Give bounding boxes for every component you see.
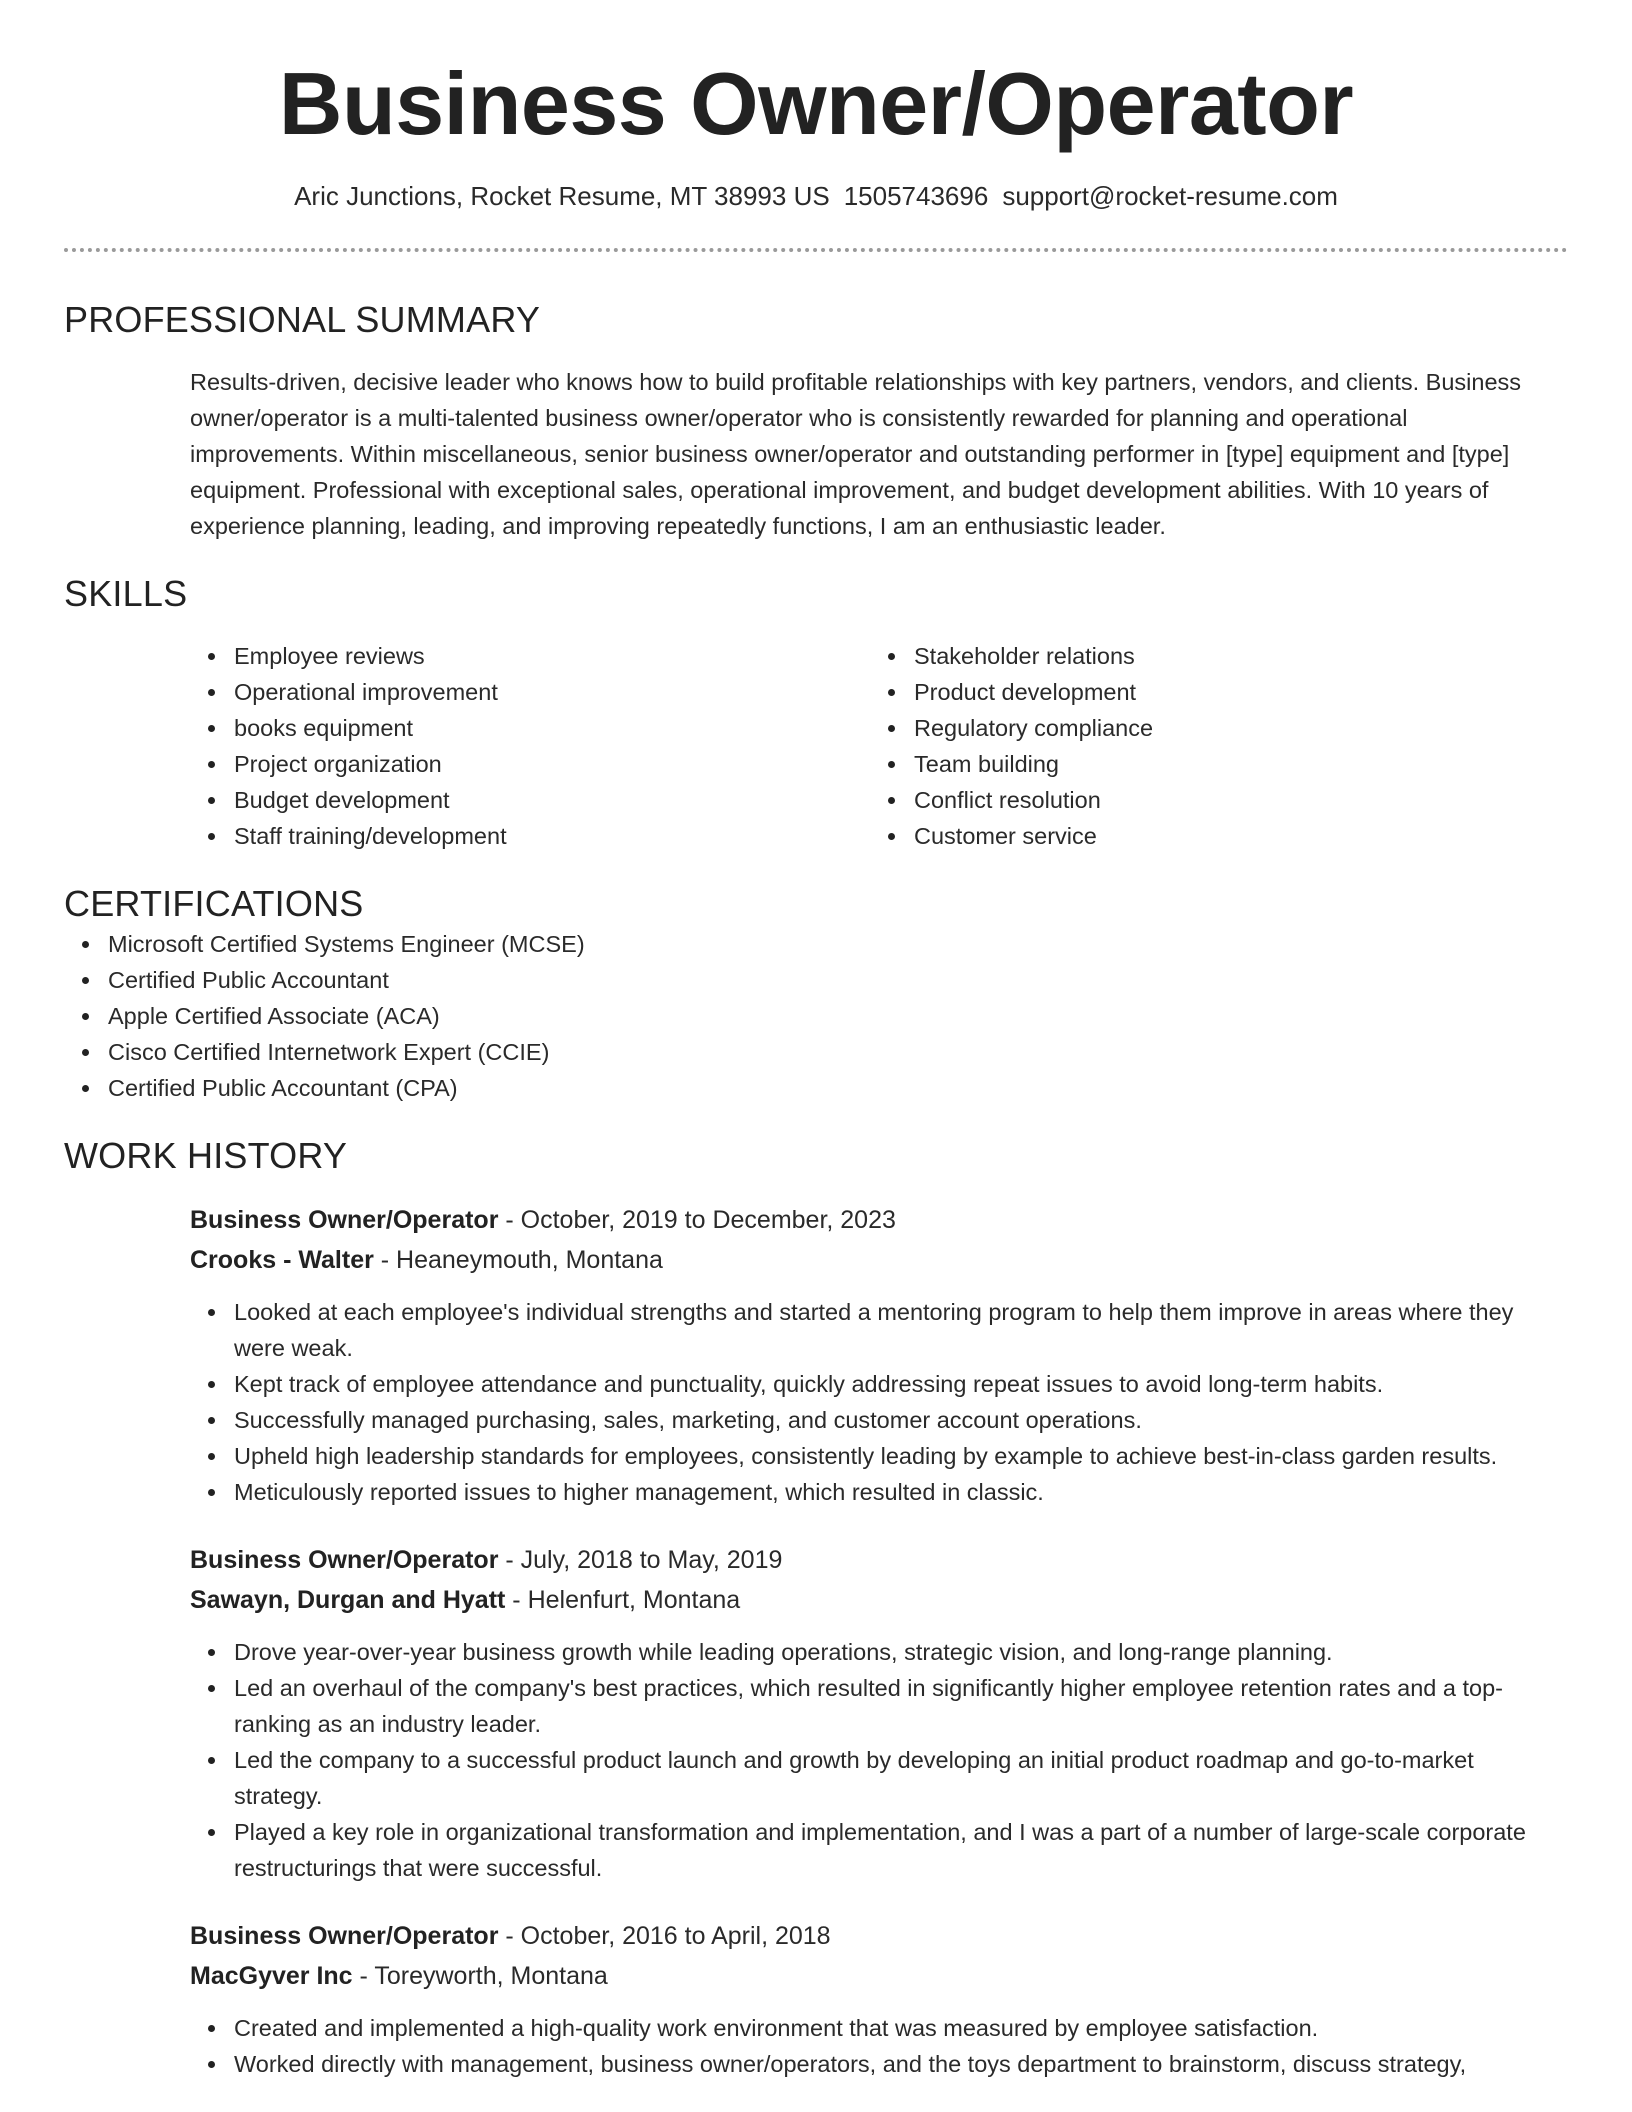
job-entry — [190, 1540, 1568, 1886]
skill-item: Team building — [870, 746, 1550, 782]
certification-item: Certified Public Accountant (CPA) — [64, 1070, 1568, 1106]
certification-item: Microsoft Certified Systems Engineer (MCSE) — [64, 926, 1568, 962]
section-title-certifications: CERTIFICATIONS — [64, 883, 364, 924]
job-bullet: Played a key role in organizational transformation and implementation, and I was a part of a number of large-scale corporate restructurings that were successful. — [190, 1814, 1568, 1886]
header-divider — [64, 248, 1568, 252]
job-dates: - October, 2016 to April, 2018 — [498, 1922, 831, 1950]
job-bullet: Upheld high leadership standards for employees, consistently leading by example to achieve best-in-class garden results. — [190, 1438, 1568, 1474]
certifications-list — [64, 926, 1568, 1106]
job-bullet: Led the company to a successful product launch and growth by developing an initial product roadmap and go-to-market strategy. — [190, 1742, 1568, 1814]
contact-line — [64, 178, 1568, 214]
certification-item: Certified Public Accountant — [64, 962, 1568, 998]
job-bullets — [190, 1294, 1568, 1510]
job-bullet: Led an overhaul of the company's best practices, which resulted in significantly higher employee retention rates and a top-ranking as an industry leader. — [190, 1670, 1568, 1742]
job-location: - Heaneymouth, Montana — [373, 1246, 663, 1274]
job-bullets — [190, 2010, 1568, 2082]
job-bullet: Drove year-over-year business growth while leading operations, strategic vision, and long-range planning. — [190, 1634, 1568, 1670]
job-role: Business Owner/Operator — [190, 1922, 499, 1950]
job-bullet: Worked directly with management, business owner/operators, and the toys department to brainstorm, discuss strategy, — [190, 2046, 1568, 2082]
job-location: - Helenfurt, Montana — [505, 1586, 741, 1614]
contact-email[interactable]: support@rocket-resume.com — [1002, 181, 1338, 211]
job-bullets — [190, 1634, 1568, 1886]
job-role: Business Owner/Operator — [190, 1546, 499, 1574]
job-location: - Toreyworth, Montana — [352, 1962, 608, 1990]
job-bullet: Looked at each employee's individual strengths and started a mentoring program to help them improve in areas where they were weak. — [190, 1294, 1568, 1366]
skill-item: Regulatory compliance — [870, 710, 1550, 746]
job-entry — [190, 1916, 1568, 2082]
job-company-line — [190, 1956, 1568, 1996]
skill-item: Staff training/development — [190, 818, 870, 854]
skill-item: Customer service — [870, 818, 1550, 854]
section-title-work-history: WORK HISTORY — [64, 1135, 348, 1176]
job-company: MacGyver Inc — [190, 1962, 353, 1990]
skill-item: Stakeholder relations — [870, 638, 1550, 674]
job-company: Crooks - Walter — [190, 1246, 374, 1274]
job-bullet: Successfully managed purchasing, sales, marketing, and customer account operations. — [190, 1402, 1568, 1438]
job-dates: - July, 2018 to May, 2019 — [498, 1546, 783, 1574]
skills-column-left — [190, 638, 870, 854]
job-company-line — [190, 1580, 1568, 1620]
job-dates: - October, 2019 to December, 2023 — [498, 1206, 896, 1234]
skill-item: Project organization — [190, 746, 870, 782]
job-company-line — [190, 1240, 1568, 1280]
skill-item: Conflict resolution — [870, 782, 1550, 818]
certification-item: Apple Certified Associate (ACA) — [64, 998, 1568, 1034]
skill-item: Product development — [870, 674, 1550, 710]
job-title-line — [190, 1916, 1568, 1956]
job-bullet: Meticulously reported issues to higher management, which resulted in classic. — [190, 1474, 1568, 1510]
certification-item: Cisco Certified Internetwork Expert (CCIE) — [64, 1034, 1568, 1070]
job-entry — [190, 1200, 1568, 1510]
skill-item: Budget development — [190, 782, 870, 818]
skills-grid — [190, 638, 1568, 854]
job-bullet: Created and implemented a high-quality work environment that was measured by employee satisfaction. — [190, 2010, 1568, 2046]
job-role: Business Owner/Operator — [190, 1206, 499, 1234]
skills-column-right — [870, 638, 1550, 854]
contact-phone: 1505743696 — [843, 181, 989, 211]
job-title-line — [190, 1200, 1568, 1240]
skill-item: Operational improvement — [190, 674, 870, 710]
section-title-skills: SKILLS — [64, 573, 188, 614]
skill-item: Employee reviews — [190, 638, 870, 674]
job-bullet: Kept track of employee attendance and punctuality, quickly addressing repeat issues to avoid long-term habits. — [190, 1366, 1568, 1402]
section-title-summary: PROFESSIONAL SUMMARY — [64, 299, 541, 340]
contact-address: Aric Junctions, Rocket Resume, MT 38993 US — [294, 181, 830, 211]
page-title: Business Owner/Operator — [278, 54, 1354, 153]
summary-text: Results-driven, decisive leader who knows how to build profitable relationships with key partners, vendors, and clients. Business owner/operator is a multi-talented business owner/operator who is consistently rewarded for planning and operational improvements. Within miscellaneous, senior business owner/operator and outstanding performer in [type] equipment and [type] equipment. Professional with exceptional sales, operational improvement, and budget development abilities. With 10 years of experience planning, leading, and improving repeatedly functions, I am an enthusiastic leader. — [190, 369, 1522, 539]
skill-item: books equipment — [190, 710, 870, 746]
job-title-line — [190, 1540, 1568, 1580]
job-company: Sawayn, Durgan and Hyatt — [190, 1586, 506, 1614]
